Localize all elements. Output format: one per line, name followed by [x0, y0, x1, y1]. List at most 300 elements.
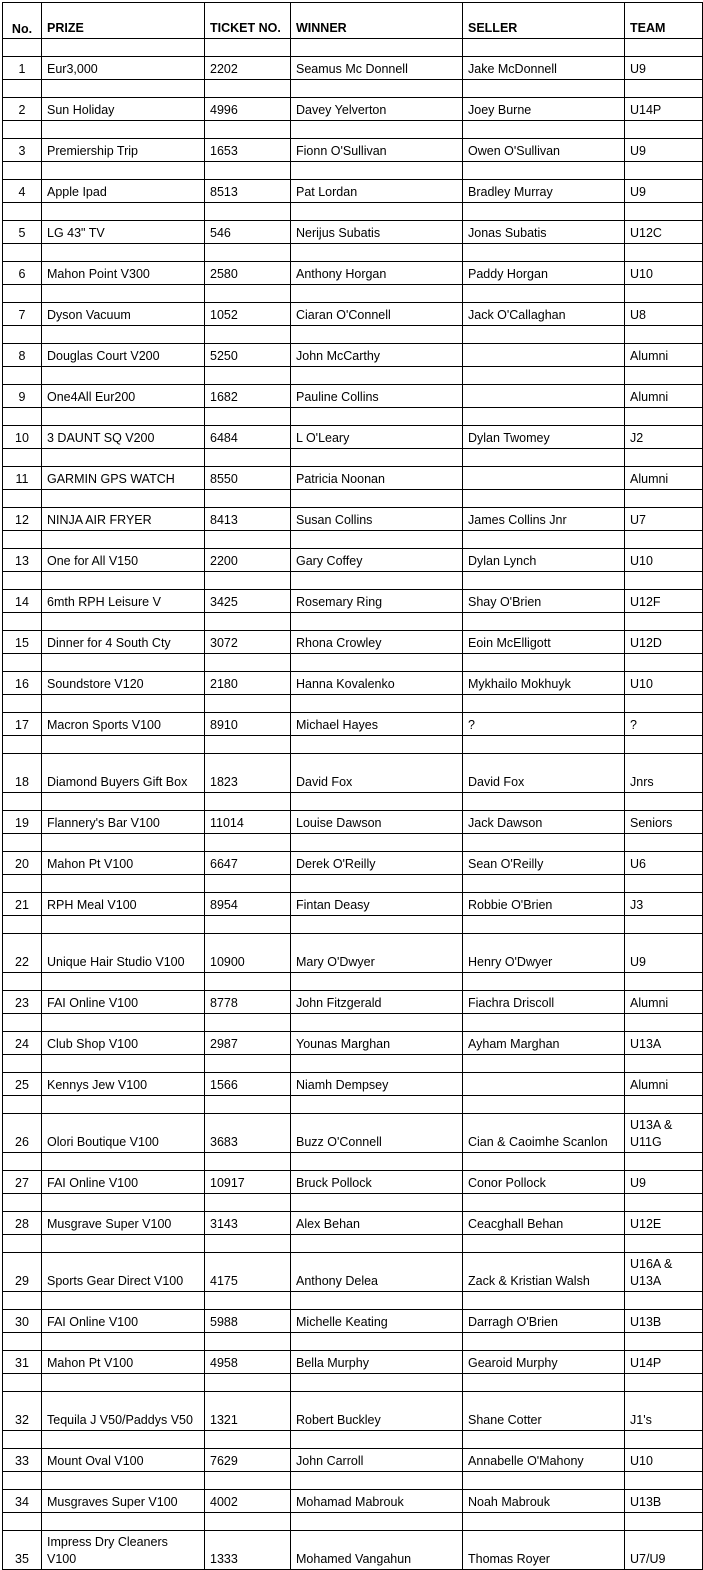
spacer-cell: [625, 449, 703, 467]
spacer-cell: [3, 613, 42, 631]
spacer-cell: [42, 916, 205, 934]
cell-team: J2: [625, 426, 703, 449]
cell-winner: Niamh Dempsey: [291, 1073, 463, 1096]
cell-winner: Mary O'Dwyer: [291, 934, 463, 973]
table-row: [3, 1114, 703, 1153]
spacer-cell: [3, 973, 42, 991]
cell-winner: Robert Buckley: [291, 1392, 463, 1431]
table-row: [3, 754, 703, 793]
table-row: [3, 508, 703, 531]
cell-no: 29: [3, 1253, 42, 1292]
header-no: No.: [3, 3, 42, 39]
cell-prize: Olori Boutique V100: [42, 1114, 205, 1153]
spacer-cell: [42, 244, 205, 262]
spacer-cell: [463, 162, 625, 180]
cell-prize: Impress Dry Cleaners V100: [42, 1531, 205, 1570]
table-row: [3, 344, 703, 367]
cell-prize: Tequila J V50/Paddys V50: [42, 1392, 205, 1431]
cell-prize: Soundstore V120: [42, 672, 205, 695]
cell-ticket: 11014: [205, 811, 291, 834]
spacer-cell: [3, 1374, 42, 1392]
spacer-cell: [291, 1014, 463, 1032]
spacer-cell: [291, 973, 463, 991]
spacer-cell: [625, 1431, 703, 1449]
cell-seller: Dylan Lynch: [463, 549, 625, 572]
cell-winner: Davey Yelverton: [291, 98, 463, 121]
cell-winner: Pat Lordan: [291, 180, 463, 203]
spacer-cell: [291, 121, 463, 139]
spacer-cell: [291, 285, 463, 303]
cell-winner: Gary Coffey: [291, 549, 463, 572]
cell-no: 8: [3, 344, 42, 367]
spacer-cell: [291, 531, 463, 549]
spacer-cell: [291, 408, 463, 426]
cell-winner: Susan Collins: [291, 508, 463, 531]
spacer-cell: [625, 1194, 703, 1212]
cell-no: 19: [3, 811, 42, 834]
cell-seller: Sean O'Reilly: [463, 852, 625, 875]
spacer-cell: [42, 162, 205, 180]
cell-team: U14P: [625, 1351, 703, 1374]
spacer-cell: [42, 531, 205, 549]
spacer-cell: [205, 973, 291, 991]
spacer-row: [3, 367, 703, 385]
cell-seller: David Fox: [463, 754, 625, 793]
cell-no: 30: [3, 1310, 42, 1333]
spacer-cell: [463, 449, 625, 467]
spacer-cell: [42, 1014, 205, 1032]
spacer-cell: [3, 80, 42, 98]
cell-team: U10: [625, 549, 703, 572]
cell-team: U9: [625, 139, 703, 162]
cell-seller: Shay O'Brien: [463, 590, 625, 613]
spacer-cell: [625, 490, 703, 508]
spacer-row: [3, 793, 703, 811]
spacer-cell: [291, 654, 463, 672]
cell-winner: Rhona Crowley: [291, 631, 463, 654]
spacer-row: [3, 408, 703, 426]
cell-seller: Bradley Murray: [463, 180, 625, 203]
spacer-cell: [3, 654, 42, 672]
cell-ticket: 3072: [205, 631, 291, 654]
cell-no: 27: [3, 1171, 42, 1194]
table-row: [3, 262, 703, 285]
spacer-cell: [463, 695, 625, 713]
cell-ticket: 8513: [205, 180, 291, 203]
cell-ticket: 1321: [205, 1392, 291, 1431]
spacer-row: [3, 1472, 703, 1490]
cell-no: 11: [3, 467, 42, 490]
spacer-cell: [42, 121, 205, 139]
spacer-cell: [463, 736, 625, 754]
spacer-cell: [463, 1235, 625, 1253]
spacer-cell: [625, 1333, 703, 1351]
cell-team: U14P: [625, 98, 703, 121]
table-row: [3, 852, 703, 875]
cell-ticket: 3143: [205, 1212, 291, 1235]
spacer-cell: [463, 121, 625, 139]
cell-winner: Hanna Kovalenko: [291, 672, 463, 695]
spacer-row: [3, 162, 703, 180]
spacer-cell: [205, 572, 291, 590]
table-row: [3, 811, 703, 834]
cell-prize: Sports Gear Direct V100: [42, 1253, 205, 1292]
spacer-cell: [291, 834, 463, 852]
spacer-cell: [463, 203, 625, 221]
spacer-cell: [205, 326, 291, 344]
header-ticket: TICKET NO.: [205, 3, 291, 39]
spacer-cell: [625, 654, 703, 672]
cell-team: Seniors: [625, 811, 703, 834]
cell-seller: Fiachra Driscoll: [463, 991, 625, 1014]
spacer-cell: [205, 39, 291, 57]
cell-prize: FAI Online V100: [42, 1310, 205, 1333]
cell-no: 20: [3, 852, 42, 875]
cell-ticket: 3425: [205, 590, 291, 613]
spacer-cell: [291, 367, 463, 385]
cell-ticket: 10917: [205, 1171, 291, 1194]
cell-winner: Rosemary Ring: [291, 590, 463, 613]
spacer-cell: [42, 793, 205, 811]
cell-seller: Thomas Royer: [463, 1531, 625, 1570]
spacer-cell: [205, 1194, 291, 1212]
cell-ticket: 5988: [205, 1310, 291, 1333]
spacer-row: [3, 1096, 703, 1114]
cell-prize: RPH Meal V100: [42, 893, 205, 916]
cell-prize: Mahon Point V300: [42, 262, 205, 285]
cell-ticket: 5250: [205, 344, 291, 367]
spacer-row: [3, 1055, 703, 1073]
spacer-cell: [463, 1431, 625, 1449]
table-row: [3, 467, 703, 490]
cell-team: U9: [625, 934, 703, 973]
spacer-cell: [205, 1472, 291, 1490]
cell-winner: Buzz O'Connell: [291, 1114, 463, 1153]
spacer-row: [3, 654, 703, 672]
spacer-cell: [3, 695, 42, 713]
cell-seller: Gearoid Murphy: [463, 1351, 625, 1374]
spacer-cell: [205, 285, 291, 303]
cell-no: 18: [3, 754, 42, 793]
spacer-cell: [42, 1096, 205, 1114]
cell-seller: [463, 385, 625, 408]
spacer-cell: [42, 1431, 205, 1449]
spacer-cell: [42, 449, 205, 467]
table-row: [3, 1449, 703, 1472]
cell-winner: John Carroll: [291, 1449, 463, 1472]
spacer-cell: [42, 736, 205, 754]
cell-ticket: 3683: [205, 1114, 291, 1153]
cell-seller: [463, 467, 625, 490]
spacer-cell: [291, 39, 463, 57]
spacer-cell: [3, 875, 42, 893]
cell-no: 32: [3, 1392, 42, 1431]
cell-seller: Shane Cotter: [463, 1392, 625, 1431]
spacer-row: [3, 1153, 703, 1171]
cell-no: 28: [3, 1212, 42, 1235]
spacer-cell: [205, 1292, 291, 1310]
spacer-cell: [625, 39, 703, 57]
cell-team: U13B: [625, 1490, 703, 1513]
cell-team: U10: [625, 1449, 703, 1472]
cell-winner: Mohamad Mabrouk: [291, 1490, 463, 1513]
spacer-row: [3, 973, 703, 991]
spacer-row: [3, 695, 703, 713]
cell-seller: Mykhailo Mokhuyk: [463, 672, 625, 695]
table-row: [3, 549, 703, 572]
cell-prize: Sun Holiday: [42, 98, 205, 121]
cell-team: U9: [625, 180, 703, 203]
cell-prize: 3 DAUNT SQ V200: [42, 426, 205, 449]
cell-team: U12C: [625, 221, 703, 244]
spacer-cell: [625, 834, 703, 852]
cell-prize: NINJA AIR FRYER: [42, 508, 205, 531]
spacer-cell: [291, 1513, 463, 1531]
spacer-row: [3, 1333, 703, 1351]
cell-seller: Jonas Subatis: [463, 221, 625, 244]
header-prize: PRIZE: [42, 3, 205, 39]
cell-team: U7: [625, 508, 703, 531]
spacer-row: [3, 326, 703, 344]
cell-team: U6: [625, 852, 703, 875]
spacer-cell: [291, 736, 463, 754]
spacer-cell: [42, 613, 205, 631]
spacer-cell: [463, 531, 625, 549]
table-row: [3, 590, 703, 613]
spacer-cell: [205, 1235, 291, 1253]
cell-team: Alumni: [625, 385, 703, 408]
spacer-cell: [205, 916, 291, 934]
cell-ticket: 4958: [205, 1351, 291, 1374]
cell-seller: Zack & Kristian Walsh: [463, 1253, 625, 1292]
spacer-cell: [291, 572, 463, 590]
cell-prize: Macron Sports V100: [42, 713, 205, 736]
spacer-cell: [42, 1055, 205, 1073]
spacer-cell: [3, 1096, 42, 1114]
spacer-cell: [625, 121, 703, 139]
spacer-cell: [3, 1431, 42, 1449]
spacer-cell: [291, 1292, 463, 1310]
cell-ticket: 6484: [205, 426, 291, 449]
cell-no: 17: [3, 713, 42, 736]
spacer-cell: [3, 1194, 42, 1212]
cell-winner: Younas Marghan: [291, 1032, 463, 1055]
spacer-cell: [625, 875, 703, 893]
spacer-cell: [42, 1235, 205, 1253]
spacer-cell: [42, 285, 205, 303]
spacer-cell: [42, 1472, 205, 1490]
cell-team: U12D: [625, 631, 703, 654]
cell-seller: Jake McDonnell: [463, 57, 625, 80]
cell-no: 23: [3, 991, 42, 1014]
spacer-cell: [42, 1333, 205, 1351]
cell-winner: Fintan Deasy: [291, 893, 463, 916]
cell-no: 12: [3, 508, 42, 531]
cell-ticket: 1653: [205, 139, 291, 162]
cell-winner: David Fox: [291, 754, 463, 793]
spacer-row: [3, 285, 703, 303]
cell-ticket: 10900: [205, 934, 291, 973]
cell-ticket: 8778: [205, 991, 291, 1014]
cell-prize: Musgrave Super V100: [42, 1212, 205, 1235]
spacer-cell: [625, 916, 703, 934]
cell-ticket: 546: [205, 221, 291, 244]
cell-seller: Jack Dawson: [463, 811, 625, 834]
cell-team: Alumni: [625, 1073, 703, 1096]
spacer-cell: [463, 326, 625, 344]
spacer-cell: [3, 490, 42, 508]
spacer-cell: [42, 80, 205, 98]
table-row: [3, 713, 703, 736]
spacer-cell: [3, 326, 42, 344]
cell-team: U13A: [625, 1032, 703, 1055]
cell-no: 4: [3, 180, 42, 203]
cell-ticket: 4996: [205, 98, 291, 121]
cell-seller: Henry O'Dwyer: [463, 934, 625, 973]
spacer-cell: [205, 531, 291, 549]
spacer-cell: [463, 39, 625, 57]
spacer-cell: [3, 1472, 42, 1490]
cell-prize: GARMIN GPS WATCH: [42, 467, 205, 490]
spacer-cell: [3, 834, 42, 852]
spacer-row: [3, 875, 703, 893]
spacer-cell: [463, 834, 625, 852]
spacer-cell: [291, 1153, 463, 1171]
spacer-cell: [42, 654, 205, 672]
cell-prize: Mahon Pt V100: [42, 852, 205, 875]
cell-prize: LG 43" TV: [42, 221, 205, 244]
spacer-cell: [3, 1014, 42, 1032]
spacer-cell: [625, 973, 703, 991]
cell-team: U13B: [625, 1310, 703, 1333]
spacer-cell: [291, 449, 463, 467]
spacer-cell: [463, 1153, 625, 1171]
spacer-cell: [3, 1513, 42, 1531]
spacer-row: [3, 1194, 703, 1212]
cell-prize: FAI Online V100: [42, 991, 205, 1014]
cell-winner: Louise Dawson: [291, 811, 463, 834]
cell-winner: John Fitzgerald: [291, 991, 463, 1014]
spacer-cell: [3, 244, 42, 262]
spacer-cell: [205, 793, 291, 811]
spacer-cell: [291, 1096, 463, 1114]
spacer-cell: [205, 244, 291, 262]
spacer-cell: [205, 1431, 291, 1449]
cell-seller: Darragh O'Brien: [463, 1310, 625, 1333]
spacer-cell: [463, 1292, 625, 1310]
spacer-cell: [625, 572, 703, 590]
table-row: [3, 221, 703, 244]
spacer-cell: [42, 695, 205, 713]
cell-seller: Joey Burne: [463, 98, 625, 121]
cell-winner: John McCarthy: [291, 344, 463, 367]
spacer-cell: [625, 1153, 703, 1171]
spacer-cell: [625, 1014, 703, 1032]
cell-no: 24: [3, 1032, 42, 1055]
cell-no: 9: [3, 385, 42, 408]
cell-no: 35: [3, 1531, 42, 1570]
spacer-cell: [463, 875, 625, 893]
spacer-cell: [463, 973, 625, 991]
cell-prize: Dyson Vacuum: [42, 303, 205, 326]
table-row: [3, 893, 703, 916]
spacer-cell: [205, 1153, 291, 1171]
cell-no: 10: [3, 426, 42, 449]
spacer-cell: [625, 285, 703, 303]
spacer-cell: [463, 1096, 625, 1114]
cell-prize: Premiership Trip: [42, 139, 205, 162]
spacer-cell: [205, 449, 291, 467]
cell-prize: Douglas Court V200: [42, 344, 205, 367]
spacer-cell: [625, 1472, 703, 1490]
spacer-cell: [3, 285, 42, 303]
spacer-cell: [463, 490, 625, 508]
spacer-cell: [291, 80, 463, 98]
cell-seller: Robbie O'Brien: [463, 893, 625, 916]
spacer-cell: [463, 572, 625, 590]
spacer-cell: [205, 367, 291, 385]
cell-no: 13: [3, 549, 42, 572]
cell-ticket: 8413: [205, 508, 291, 531]
spacer-cell: [291, 203, 463, 221]
cell-prize: 6mth RPH Leisure V: [42, 590, 205, 613]
spacer-cell: [291, 326, 463, 344]
table-row: [3, 1310, 703, 1333]
spacer-cell: [463, 80, 625, 98]
cell-no: 22: [3, 934, 42, 973]
spacer-row: [3, 1374, 703, 1392]
spacer-cell: [205, 162, 291, 180]
cell-winner: Bruck Pollock: [291, 1171, 463, 1194]
cell-seller: Conor Pollock: [463, 1171, 625, 1194]
results-body: [3, 39, 703, 1570]
spacer-cell: [625, 695, 703, 713]
cell-seller: Ayham Marghan: [463, 1032, 625, 1055]
cell-winner: Bella Murphy: [291, 1351, 463, 1374]
table-row: [3, 1531, 703, 1570]
spacer-cell: [42, 1153, 205, 1171]
spacer-cell: [291, 916, 463, 934]
spacer-cell: [3, 39, 42, 57]
cell-prize: Flannery's Bar V100: [42, 811, 205, 834]
spacer-cell: [291, 695, 463, 713]
spacer-cell: [291, 244, 463, 262]
table-row: [3, 57, 703, 80]
spacer-cell: [3, 449, 42, 467]
cell-ticket: 1682: [205, 385, 291, 408]
cell-seller: Owen O'Sullivan: [463, 139, 625, 162]
cell-no: 34: [3, 1490, 42, 1513]
spacer-cell: [625, 244, 703, 262]
table-row: [3, 1073, 703, 1096]
spacer-cell: [3, 408, 42, 426]
spacer-cell: [625, 326, 703, 344]
spacer-cell: [463, 1014, 625, 1032]
cell-prize: Dinner for 4 South Cty: [42, 631, 205, 654]
spacer-cell: [205, 1096, 291, 1114]
cell-winner: Mohamed Vangahun: [291, 1531, 463, 1570]
spacer-cell: [205, 736, 291, 754]
cell-no: 2: [3, 98, 42, 121]
table-row: [3, 631, 703, 654]
table-row: [3, 139, 703, 162]
spacer-row: [3, 39, 703, 57]
cell-winner: Derek O'Reilly: [291, 852, 463, 875]
spacer-cell: [291, 1431, 463, 1449]
raffle-results-table: [2, 2, 703, 1570]
spacer-cell: [463, 408, 625, 426]
table-row: [3, 385, 703, 408]
